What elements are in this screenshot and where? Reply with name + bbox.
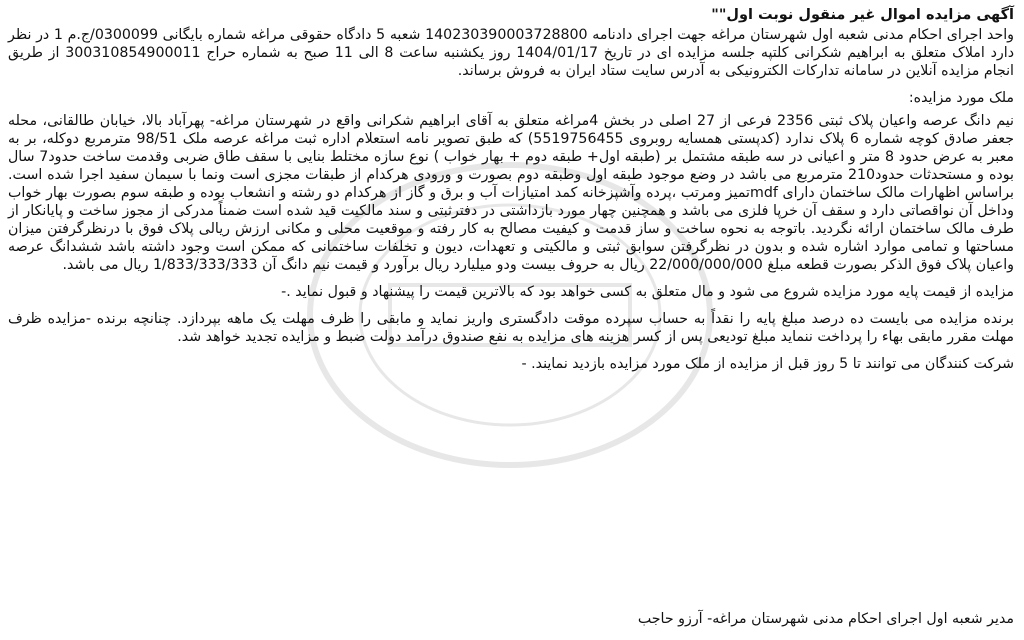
property-description: نیم دانگ عرصه واعیان پلاک ثبتی 2356 فرعی از 27 اصلی در بخش 4مراغه متعلق به آقای ابراهیم شکرانی واقع در شهرستان مراغه- پهرآباد بالا، خیابان طالقانی، محله جعفر صادق کوچه شماره 6 پلاک ندارد (کدپستی همسایه روبروی 5519756455) که طبق تصویر نامه استعلام اداره ثبت مراغه عرصه ملک 98/51 مترمربع دوکله، بر به معبر به عرض حدود 8 متر و اعیانی در سه طبقه مشتمل بر (طبقه اول+ طبقه دوم + بهار خواب ) نوع سازه مختلط بنایی با سقف طاق ضربی وقدمت ساخت حدود7 سال بوده و مستحدثات حدود210 مترمربع می باشد در وضع موجود طبقه اول وطبقه دوم بصورت و ورودی هرکدام از طبقات مجزی است ونما با سیمان سفید اجرا شده است. براساس اظهارات مالک ساختمان دارای mdfتمیز ومرتب ،پرده وآشپزخانه کمد امتیازات آب و برق و گاز از هرکدام دو رشته و انشعاب بوده و طبقه سوم بصورت بهار خواب وداخل آن نواقصاتی دارد و سقف آن خرپا فلزی می باشد و همچنین چهار مورد بازداشتی در دفترثبتی و سند مالکیت قید شده است ضمناً مدرکی از مجوز ساخت و پایانکار از طرف مالک ساختمان ارائه نگردید. باتوجه به نحوه ساخت و ساز قدمت و کیفیت مصالح به کار رفته و موقعیت محلی و مکانی ارزش ریالی پلاک فوق با درنظرگرفتن میزان مساحتها و تمامی موارد اشاره شده و بدون در نظرگرفتن سوابق ثبتی و مالکیتی و تعهدات، دیون و تخلفات ساختمانی که ممکن است وجود داشته باشد ششدانگ عرصه واعیان پلاک فوق الذکر بصورت قطعه مبلغ 22/000/000/000 ریال به حروف بیست ودو میلیارد ریال برآورد و قیمت نیم دانگ آن 1/833/333/333 ریال می باشد. bbox=[8, 113, 1015, 273]
property-label: ملک مورد مزایده: bbox=[908, 90, 1014, 106]
signature-line: مدیر شعبه اول اجرای احکام مدنی شهرستان مراغه- آرزو حاجب bbox=[637, 611, 1014, 627]
visit-note: شرکت کنندگان می توانند تا 5 روز قبل از مزایده از ملک مورد مزایده بازدید نمایند. - bbox=[521, 356, 1014, 372]
winner-terms-clause: برنده مزایده می بایست ده درصد مبلغ پایه را نقداً به حساب سپرده موقت دادگستری واریز نماید و مابقی را ظرف مهلت یک ماهه بپردازد. چنانچه برنده -مزایده ظرف مهلت مقرر مابقی بهاء را پرداخت ننماید مبلغ تودیعی پس از کسر هزینه های مزایده به نفع صندوق درآمد دولت ضبط و مزایده تجدید خواهد شد. bbox=[8, 311, 1014, 345]
notice-title: آگهی مزایده اموال غیر منقول نوبت اول"" bbox=[711, 7, 1014, 23]
auction-notice bbox=[8, 6, 1014, 636]
auction-start-clause: مزایده از قیمت پایه مورد مزایده شروع می شود و مال متعلق به کسی خواهد بود که بالاترین قیمت را پیشنهاد و قبول نماید .- bbox=[281, 284, 1014, 300]
intro-paragraph: واحد اجرای احکام مدنی شعبه اول شهرستان مراغه جهت اجرای دادنامه 140230390003728800 شعبه 5 دادگاه حقوقی مراغه شماره بایگانی 0300099/ج.م 1 در نظر دارد املاک متعلق به ابراهیم شکرانی کلتپه جلسه مزایده ای در تاریخ 1404/01/17 روز یکشنبه ساعت 8 الی 11 صبح به شماره حراج 300310854900011 از طریق انجام مزایده آنلاین در سامانه تدارکات الکترونیکی به آدرس سایت ستاد ایران به فروش برساند. bbox=[8, 27, 1015, 79]
